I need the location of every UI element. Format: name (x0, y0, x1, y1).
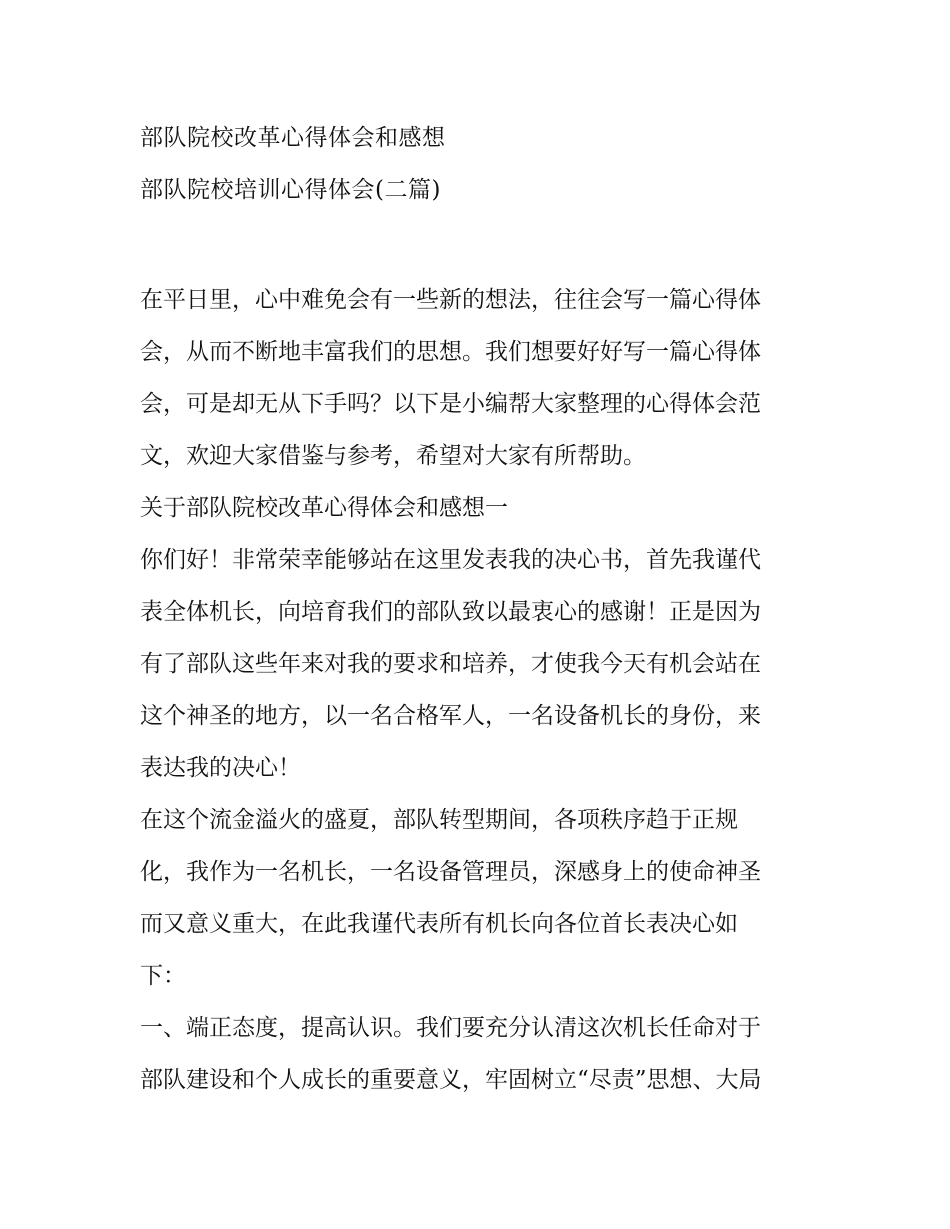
body-line: 部队建设和个人成长的重要意义，牢固树立“尽责”思想、大局 (140, 1067, 762, 1093)
body-line: 一、端正态度，提高认识。我们要充分认清这次机长任命对于 (140, 1015, 761, 1041)
body-line: 会，从而不断地丰富我们的思想。我们想要好好写一篇心得体 (140, 339, 761, 365)
body-line: 化，我作为一名机长，一名设备管理员，深感身上的使命神圣 (140, 859, 761, 885)
body-line: 会，可是却无从下手吗？以下是小编帮大家整理的心得体会范 (140, 391, 761, 417)
body-line: 而又意义重大，在此我谨代表所有机长向各位首长表决心如 (140, 911, 738, 937)
body-line: 下： (140, 963, 186, 989)
body-line: 表全体机长，向培育我们的部队致以最衷心的感谢！正是因为 (140, 599, 761, 625)
document-body (140, 274, 812, 1106)
title-line: 部队院校培训心得体会(二篇) (140, 177, 441, 203)
body-line: 你们好！非常荣幸能够站在这里发表我的决心书，首先我谨代 (140, 547, 761, 573)
body-line: 这个神圣的地方，以一名合格军人，一名设备机长的身份，来 (140, 703, 761, 729)
body-line: 表达我的决心！ (140, 755, 301, 781)
body-line: 有了部队这些年来对我的要求和培养，才使我今天有机会站在 (140, 651, 761, 677)
document-title (140, 112, 820, 216)
title-line: 部队院校改革心得体会和感想 (140, 125, 446, 151)
body-line: 在这个流金溢火的盛夏，部队转型期间，各项秩序趋于正规 (140, 807, 738, 833)
section-heading: 关于部队院校改革心得体会和感想一 (140, 495, 508, 521)
body-line: 文，欢迎大家借鉴与参考，希望对大家有所帮助。 (140, 443, 646, 469)
body-line: 在平日里，心中难免会有一些新的想法，往往会写一篇心得体 (140, 287, 761, 313)
